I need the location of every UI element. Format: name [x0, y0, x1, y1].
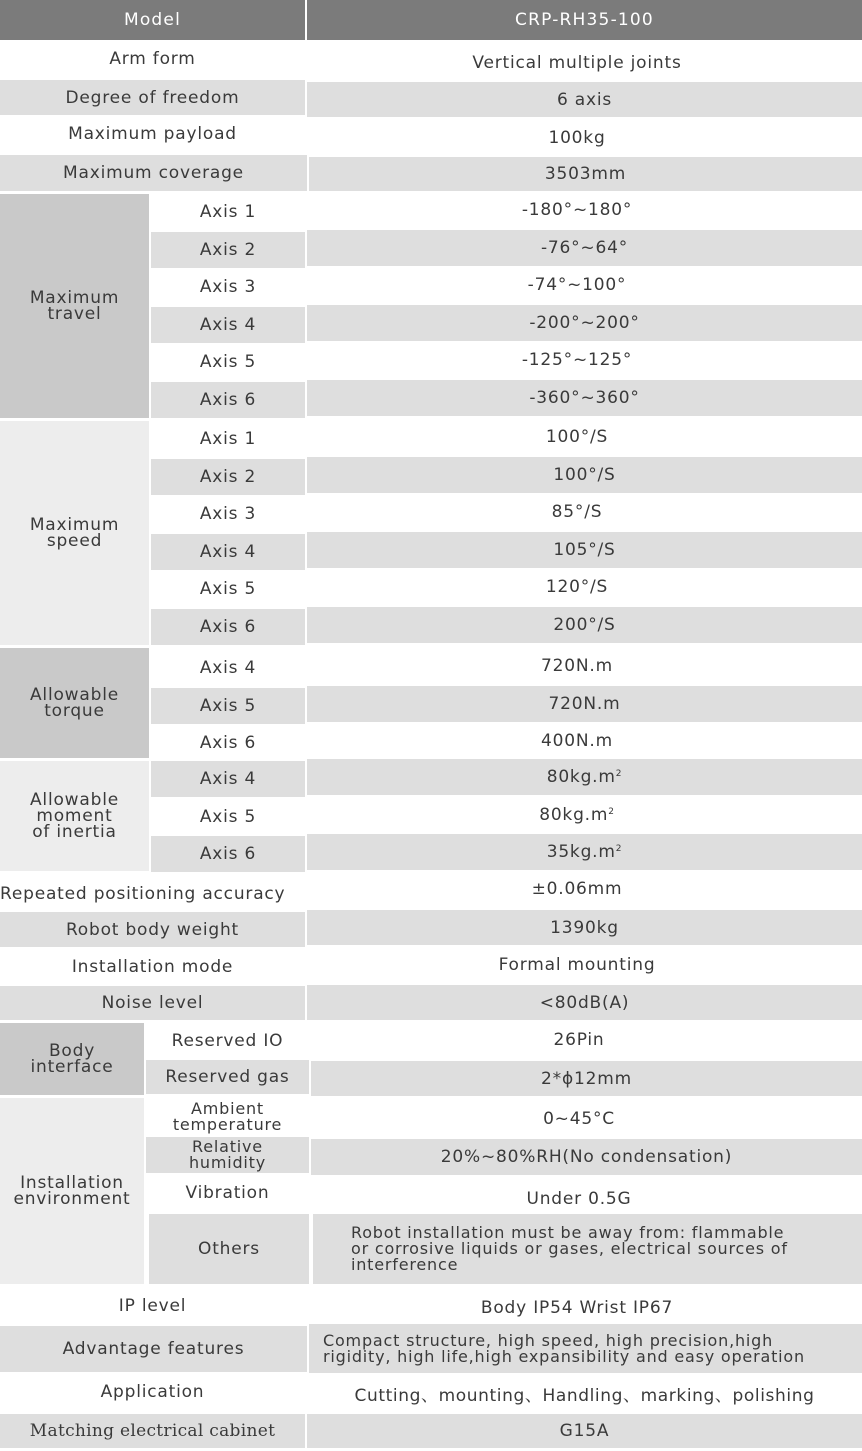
- advantage-label: Advantage features: [0, 1326, 307, 1372]
- speed-axis-value-text: 105°/S: [553, 540, 616, 560]
- speed-axis-value: [307, 457, 862, 493]
- relative-humidity-value: 20%~80%RH(No condensation): [311, 1139, 862, 1175]
- torque-axis-label: Axis 4: [151, 650, 305, 686]
- torque-axis-value-text: 720N.m: [548, 694, 621, 714]
- speed-axis-label: Axis 2: [151, 459, 305, 495]
- reserved-gas-label: Reserved gas: [146, 1060, 309, 1094]
- weight-label: Robot body weight: [0, 912, 305, 947]
- travel-axis-value: [307, 192, 847, 228]
- noise-value: <80dB(A): [307, 985, 862, 1020]
- inertia-axis-value-text: 80kg.m: [539, 805, 609, 825]
- travel-axis-value-text: -180°~180°: [521, 200, 633, 220]
- superscript-exponent: 2: [608, 807, 615, 817]
- speed-axis-value: [307, 494, 847, 530]
- speed-axis-value-text: 200°/S: [553, 615, 616, 635]
- inertia-axis-label: Axis 4: [151, 761, 305, 797]
- model-header-label: Model: [0, 0, 305, 40]
- cabinet-label: Matching electrical cabinet: [0, 1414, 305, 1448]
- dof-label: Degree of freedom: [0, 80, 305, 115]
- inertia-axis-value-text: 80kg.m: [546, 767, 616, 787]
- travel-axis-value: [307, 305, 862, 341]
- inertia-axis-value: [307, 759, 862, 795]
- travel-axis-value-text: -200°~200°: [529, 313, 640, 333]
- coverage-label: Maximum coverage: [0, 155, 307, 191]
- speed-axis-label: Axis 1: [151, 421, 305, 457]
- advantage-value: Compact structure, high speed, high precision,high rigidity, high life,high expansibility and easy operation: [309, 1324, 862, 1373]
- torque-axis-value: [307, 648, 847, 684]
- speed-axis-value: [307, 569, 847, 605]
- travel-axis-value: [307, 230, 862, 266]
- speed-axis-label: Axis 6: [151, 609, 305, 645]
- relative-humidity-label: Relative humidity: [146, 1137, 309, 1173]
- coverage-value: 3503mm: [309, 157, 862, 191]
- speed-axis-value-text: 120°/S: [545, 577, 609, 597]
- vibration-label: Vibration: [146, 1174, 309, 1212]
- cabinet-value: G15A: [307, 1414, 862, 1448]
- reserved-io-label: Reserved IO: [146, 1023, 309, 1059]
- payload-label: Maximum payload: [0, 116, 305, 152]
- ambient-temperature-label: Ambient temperature: [146, 1098, 309, 1136]
- speed-axis-label: Axis 5: [151, 571, 305, 607]
- arm-form-value: Vertical multiple joints: [307, 44, 847, 82]
- torque-axis-value: [307, 686, 862, 722]
- inertia-axis-label: Axis 5: [151, 799, 305, 835]
- speed-axis-label: Axis 4: [151, 534, 305, 570]
- torque-axis-value: [307, 723, 847, 759]
- ambient-temperature-value: 0~45°C: [311, 1100, 847, 1138]
- ip-level-value: Body IP54 Wrist IP67: [307, 1290, 847, 1326]
- travel-axis-value-text: -76°~64°: [540, 238, 629, 258]
- torque-axis-label: Axis 5: [151, 688, 305, 724]
- accuracy-value: ±0.06mm: [307, 871, 847, 907]
- speed-axis-value: [307, 419, 847, 455]
- speed-axis-value: [307, 607, 862, 643]
- install-mode-value: Formal mounting: [307, 947, 847, 983]
- payload-value: 100kg: [307, 120, 847, 156]
- speed-axis-value-text: 100°/S: [545, 427, 609, 447]
- others-label: Others: [149, 1214, 309, 1284]
- speed-axis-label: Axis 3: [151, 496, 305, 532]
- vibration-value: Under 0.5G: [311, 1180, 847, 1218]
- speed-group-label: Maximum speed: [0, 421, 149, 645]
- install-mode-label: Installation mode: [0, 949, 305, 985]
- travel-axis-label: Axis 2: [151, 232, 305, 268]
- superscript-exponent: 2: [615, 769, 623, 779]
- travel-axis-value-text: -360°~360°: [529, 388, 640, 408]
- ip-level-label: IP level: [0, 1288, 305, 1324]
- inertia-axis-label: Axis 6: [151, 836, 305, 872]
- travel-axis-value: [307, 342, 847, 378]
- environment-label: Installation environment: [0, 1098, 144, 1284]
- travel-axis-label: Axis 4: [151, 307, 305, 343]
- torque-axis-label: Axis 6: [151, 725, 305, 761]
- travel-axis-value-text: -125°~125°: [521, 350, 633, 370]
- inertia-axis-value: [307, 797, 847, 833]
- inertia-axis-value: [307, 834, 862, 870]
- weight-value: 1390kg: [307, 910, 862, 945]
- torque-axis-value-text: 720N.m: [541, 656, 613, 676]
- speed-axis-value-text: 85°/S: [551, 502, 603, 522]
- superscript-exponent: 2: [615, 844, 623, 854]
- travel-axis-value-text: -74°~100°: [527, 275, 627, 295]
- application-value: Cutting、mounting、Handling、marking、polishing: [307, 1378, 862, 1414]
- speed-axis-value-text: 100°/S: [553, 465, 616, 485]
- dof-value: 6 axis: [307, 82, 862, 117]
- travel-axis-value: [307, 267, 847, 303]
- travel-axis-value: [307, 380, 862, 416]
- arm-form-label: Arm form: [0, 40, 305, 78]
- noise-label: Noise level: [0, 986, 305, 1020]
- model-header-value: CRP-RH35-100: [307, 0, 862, 40]
- torque-group-label: Allowable torque: [0, 648, 149, 758]
- body-interface-label: Body interface: [0, 1023, 144, 1095]
- reserved-gas-value: 2*ϕ12mm: [311, 1061, 862, 1096]
- inertia-axis-value-text: 35kg.m: [546, 842, 616, 862]
- accuracy-label: Repeated positioning accuracy: [0, 876, 305, 912]
- torque-axis-value-text: 400N.m: [541, 731, 613, 751]
- travel-axis-label: Axis 6: [151, 382, 305, 418]
- travel-axis-label: Axis 1: [151, 194, 305, 230]
- reserved-io-value: 26Pin: [311, 1022, 847, 1058]
- application-label: Application: [0, 1374, 305, 1410]
- travel-axis-label: Axis 5: [151, 344, 305, 380]
- inertia-group-label: Allowable moment of inertia: [0, 761, 149, 871]
- speed-axis-value: [307, 532, 862, 568]
- travel-group-label: Maximum travel: [0, 194, 149, 418]
- others-value: Robot installation must be away from: flammable or corrosive liquids or gases, electrical sources of interference: [313, 1214, 862, 1284]
- travel-axis-label: Axis 3: [151, 269, 305, 305]
